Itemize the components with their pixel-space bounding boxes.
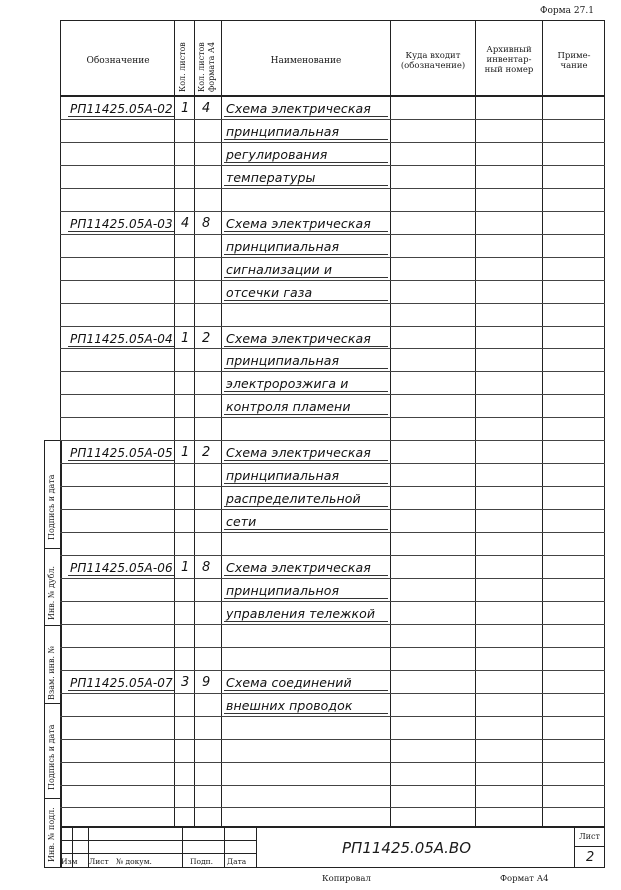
- name-underline: [224, 116, 388, 117]
- entry-name-line: сигнализации и: [226, 261, 333, 277]
- table-row-line: [60, 303, 605, 304]
- entry-name-line: контроля пламени: [226, 399, 351, 415]
- entry-designation: РП11425.05А-02: [70, 102, 173, 116]
- entry-sheets-a4: 8: [202, 560, 211, 575]
- entry-sheets: 1: [181, 101, 190, 116]
- designation-underline: [68, 231, 174, 232]
- designation-underline: [68, 575, 174, 576]
- entry-name-line: Схема электрическая: [226, 560, 371, 575]
- name-underline: [224, 300, 388, 301]
- designation-underline: [68, 116, 174, 117]
- entry-designation: РП11425.05А-05: [70, 446, 173, 461]
- entry-name-line: электророзжига и: [226, 376, 349, 392]
- table-row-line: [60, 280, 605, 281]
- entry-name-line: принципиальная: [226, 468, 340, 484]
- header-used-in-line1: Куда входит: [405, 51, 461, 61]
- table-row-line: [60, 624, 605, 625]
- table-row-line: [60, 647, 605, 648]
- page-frame: [60, 20, 605, 868]
- entry-sheets-a4: 2: [202, 445, 211, 461]
- entry-sheets-a4: 2: [202, 330, 211, 346]
- name-underline: [224, 346, 388, 347]
- entry-sheets-a4: 8: [202, 215, 211, 231]
- header-used-in-line2: (обозначение): [400, 61, 466, 71]
- entry-name-line: принципиальная: [226, 123, 340, 139]
- table-row-line: [60, 394, 605, 395]
- table-row-line: [60, 440, 605, 441]
- table-row-line: [60, 188, 605, 189]
- table-row-line: [60, 257, 605, 258]
- entry-name-line: управления тележкой: [226, 605, 376, 621]
- table-row-line: [60, 670, 605, 671]
- name-underline: [224, 460, 388, 461]
- entry-name-line: Схема соединений: [226, 674, 352, 690]
- entry-sheets: 1: [181, 330, 190, 346]
- entry-sheets: 4: [181, 215, 190, 231]
- side-label-signature-date-2: Подпись и дата: [47, 724, 56, 790]
- entry-sheets: 3: [181, 674, 190, 690]
- table-row-line: [60, 578, 605, 579]
- name-underline: [224, 621, 388, 622]
- table-row-line: [60, 716, 605, 717]
- name-underline: [224, 713, 388, 714]
- name-underline: [224, 575, 388, 576]
- name-underline: [224, 277, 388, 278]
- header-sheets-a4-2: формата А4: [207, 41, 216, 92]
- table-row-line: [60, 486, 605, 487]
- entry-name-line: Схема электрическая: [226, 330, 371, 346]
- side-label-replaced-inv: Взам. инв. №: [47, 645, 56, 700]
- side-label-duplicate-inv: Инв. № дубл.: [47, 565, 56, 620]
- header-note: [543, 51, 605, 71]
- table-row-line: [60, 142, 605, 143]
- form-label: Форма 27.1: [540, 6, 594, 16]
- stamp-col-date: Дата: [227, 857, 247, 866]
- entry-designation: РП11425.05А-03: [70, 216, 173, 231]
- name-underline: [224, 139, 388, 140]
- name-underline: [224, 506, 388, 507]
- table-row-line: [60, 532, 605, 533]
- designation-underline: [68, 346, 174, 347]
- entry-name-line: регулирования: [226, 146, 328, 162]
- table-row-line: [60, 693, 605, 694]
- table-row-line: [60, 601, 605, 602]
- entry-designation: РП11425.05А-04: [70, 331, 173, 346]
- name-underline: [224, 690, 388, 691]
- header-used-in: [391, 51, 475, 71]
- header-name: Наименование: [270, 56, 342, 66]
- name-underline: [224, 414, 388, 415]
- name-underline: [224, 483, 388, 484]
- table-row-line: [60, 119, 605, 120]
- table-row-line: [60, 785, 605, 786]
- entry-name-line: Схема электрическая: [226, 445, 371, 461]
- table-row-line: [60, 739, 605, 740]
- table-row-line: [60, 348, 605, 349]
- name-underline: [224, 529, 388, 530]
- entry-name-line: Схема электрическая: [226, 215, 371, 231]
- table-row-line: [60, 165, 605, 166]
- table-row-line: [60, 463, 605, 464]
- entry-name-line: принципиальная: [226, 238, 340, 254]
- table-row-line: [60, 555, 605, 556]
- entry-name-line: распределительной: [226, 491, 361, 507]
- header-note-line2: чание: [560, 61, 588, 71]
- table-row-line: [60, 234, 605, 235]
- entry-sheets: 1: [181, 445, 190, 461]
- header-archive-line1: Архивный: [486, 45, 532, 55]
- entry-name-line: принципиальная: [226, 353, 340, 369]
- entry-designation: РП11425.05А-07: [70, 675, 173, 690]
- entry-name-line: отсечки газа: [226, 284, 313, 300]
- entry-sheets: 1: [181, 560, 190, 575]
- entry-name-line: принципиальноя: [226, 582, 340, 598]
- stamp-col-sheet: Лист: [89, 857, 109, 866]
- header-archive: [476, 45, 542, 75]
- table-row-line: [60, 509, 605, 510]
- entry-name-line: внешних проводок: [226, 697, 353, 713]
- header-archive-line2: инвентар-: [486, 55, 532, 65]
- header-designation: Обозначение: [86, 56, 150, 66]
- table-row-line: [60, 417, 605, 418]
- stamp-col-docnum: № докум.: [116, 857, 152, 866]
- stamp-doc-code: РП11425.05А.ВО: [342, 839, 472, 857]
- name-underline: [224, 254, 388, 255]
- header-note-line1: Приме-: [557, 51, 591, 61]
- name-underline: [224, 368, 388, 369]
- designation-underline: [68, 460, 174, 461]
- name-underline: [224, 162, 388, 163]
- table-row-line: [60, 762, 605, 763]
- side-label-original-inv: Инв. № подл.: [47, 807, 56, 862]
- designation-underline: [68, 690, 174, 691]
- table-row-line: [60, 211, 605, 212]
- entry-name-line: Схема электрическая: [226, 101, 371, 116]
- entry-name-line: температуры: [226, 169, 316, 185]
- footer-format: Формат А4: [500, 874, 549, 884]
- stamp-sheet-label: Лист: [579, 832, 600, 841]
- entry-designation: РП11425.05А-06: [70, 561, 173, 575]
- entry-sheets-a4: 9: [202, 674, 211, 690]
- name-underline: [224, 391, 388, 392]
- table-row-line: [60, 326, 605, 327]
- stamp-sheet-number: 2: [586, 850, 595, 865]
- entry-sheets-a4: 4: [202, 101, 211, 116]
- header-sheets-a4-1: Кол. листов: [197, 42, 206, 92]
- table-row-line: [60, 371, 605, 372]
- header-archive-line3: ный номер: [484, 65, 534, 75]
- name-underline: [224, 231, 388, 232]
- entry-name-line: сети: [226, 514, 257, 530]
- stamp-col-change: Изм: [61, 857, 78, 866]
- table-row-line: [60, 807, 605, 808]
- header-sheets-count: Кол. листов: [178, 42, 187, 92]
- side-label-signature-date-1: Подпись и дата: [47, 474, 56, 540]
- name-underline: [224, 598, 388, 599]
- name-underline: [224, 185, 388, 186]
- footer-copied: Копировал: [322, 874, 371, 884]
- stamp-col-sign: Подп.: [190, 857, 214, 866]
